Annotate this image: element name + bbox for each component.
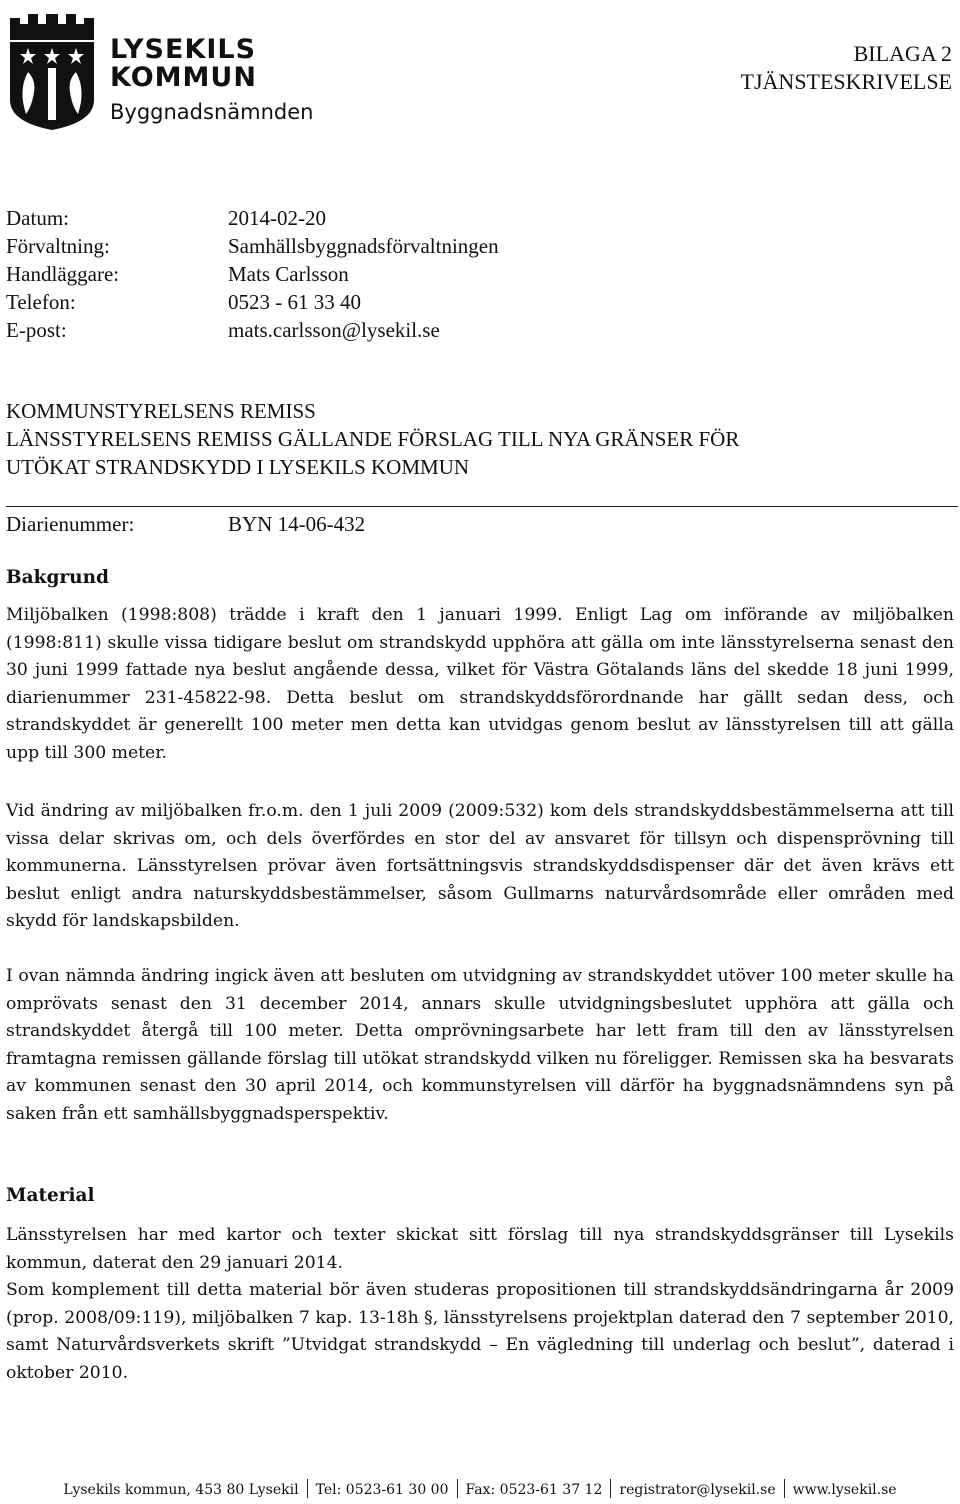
org-name-line2: KOMMUN <box>110 62 257 93</box>
subject-title <box>6 397 739 481</box>
document-metadata <box>6 204 499 344</box>
page-footer <box>0 1478 960 1502</box>
material-paragraph-2: Som komplement till detta material bör även studeras propositionen till strandskyddsändringarna år 2009 (prop. 2008/09:119), miljöbalken 7 kap. 13-18h §, länsstyrelsens projektplan daterad den 7 september 2010, samt Naturvårdsverkets skrift ”Utvidgat strandskydd – En vägledning till underlag och beslut”, daterad i oktober 2010. <box>6 1280 954 1383</box>
meta-row-phone <box>6 288 499 316</box>
footer-email: registrator@lysekil.se <box>619 1482 776 1498</box>
meta-value: Samhällsbyggnadsförvaltningen <box>228 234 499 258</box>
meta-row-department <box>6 232 499 260</box>
department-name: Byggnadsnämnden <box>110 100 314 124</box>
meta-value: Mats Carlsson <box>228 262 349 286</box>
divider <box>6 506 958 507</box>
meta-label: Telefon: <box>6 290 76 314</box>
subject-line3: UTÖKAT STRANDSKYDD I LYSEKILS KOMMUN <box>6 455 470 479</box>
background-paragraph-3: I ovan nämnda ändring ingick även att besluten om utvidgning av strandskyddet utöver 100 meter skulle ha omprövats senast den 31 december 2014, annars skulle utvidgningsbeslutet upphöra att gälla och strandskyddet återgå till 100 meter. Detta omprövningsarbete har lett fram till den av länsstyrelsen framtagna remissen gällande förslag till utökat strandskydd vilken nu föreligger. Remissen ska ha besvarats av kommunen senast den 30 april 2014, och kommunstyrelsen vill därför ha byggnadsnämndens syn på saken från ett samhällsbyggnadsperspektiv. <box>6 966 954 1124</box>
subject-line1: KOMMUNSTYRELSENS REMISS <box>6 399 316 423</box>
document-type-label: TJÄNSTESKRIVELSE <box>740 69 952 94</box>
material-heading: Material <box>6 1185 95 1206</box>
footer-separator <box>610 1479 611 1498</box>
material-paragraph-1: Länsstyrelsen har med kartor och texter skickat sitt förslag till nya strandskyddsgränser till Lysekils kommun, daterat den 29 januari 2014. <box>6 1225 954 1273</box>
footer-website: www.lysekil.se <box>792 1482 897 1498</box>
organization-name <box>110 36 257 92</box>
meta-label: Handläggare: <box>6 262 120 286</box>
meta-row-email <box>6 316 499 344</box>
appendix-label: BILAGA 2 <box>853 41 952 66</box>
meta-value: 2014-02-20 <box>228 206 326 230</box>
registry-number-value: BYN 14-06-432 <box>228 512 366 536</box>
meta-row-officer <box>6 260 499 288</box>
meta-value: mats.carlsson@lysekil.se <box>228 318 440 342</box>
footer-fax: Fax: 0523-61 37 12 <box>465 1482 603 1498</box>
coat-of-arms-logo <box>6 10 98 132</box>
document-labels <box>741 40 952 96</box>
meta-label: E-post: <box>6 318 67 342</box>
footer-separator <box>784 1479 785 1498</box>
org-name-line1: LYSEKILS <box>110 34 257 65</box>
background-heading: Bakgrund <box>6 567 109 588</box>
meta-label: Datum: <box>6 206 69 230</box>
meta-value: 0523 - 61 33 40 <box>228 290 361 314</box>
meta-row-date <box>6 204 499 232</box>
subject-line2: LÄNSSTYRELSENS REMISS GÄLLANDE FÖRSLAG TILL NYA GRÄNSER FÖR <box>6 427 740 451</box>
footer-address: Lysekils kommun, 453 80 Lysekil <box>63 1482 299 1498</box>
meta-label: Förvaltning: <box>6 234 110 258</box>
background-paragraph-1: Miljöbalken (1998:808) trädde i kraft den 1 januari 1999. Enligt Lag om införande av miljöbalken (1998:811) skulle vissa tidigare beslut om strandskydd upphöra att gälla om inte länsstyrelserna senast den 30 juni 1999 fattade nya beslut angående dessa, vilket för Västra Götalands läns del skedde 18 juni 1999, diarienummer 231-45822-98. Detta beslut om strandskyddsförordnande har gällt sedan dess, och strandskyddet är generellt 100 meter men detta kan utvidgas genom beslut av länsstyrelsen till att gälla upp till 300 meter. <box>6 605 954 763</box>
registry-number <box>6 510 365 538</box>
registry-number-label: Diarienummer: <box>6 512 135 536</box>
background-paragraph-2: Vid ändring av miljöbalken fr.o.m. den 1 juli 2009 (2009:532) kom dels strandskyddsbestämmelserna att till vissa delar skrivas om, och dels överfördes en stor del av ansvaret för tillsyn och dispensprövning till kommunerna. Länsstyrelsen prövar även fortsättningsvis strandskyddsdispenser där det även krävs ett beslut enligt andra naturskyddsbestämmelser, såsom Gullmarns naturvårdsområde eller områden med skydd för landskapsbilden. <box>6 801 954 931</box>
footer-separator <box>307 1479 308 1498</box>
footer-phone: Tel: 0523-61 30 00 <box>315 1482 449 1498</box>
footer-separator <box>457 1479 458 1498</box>
